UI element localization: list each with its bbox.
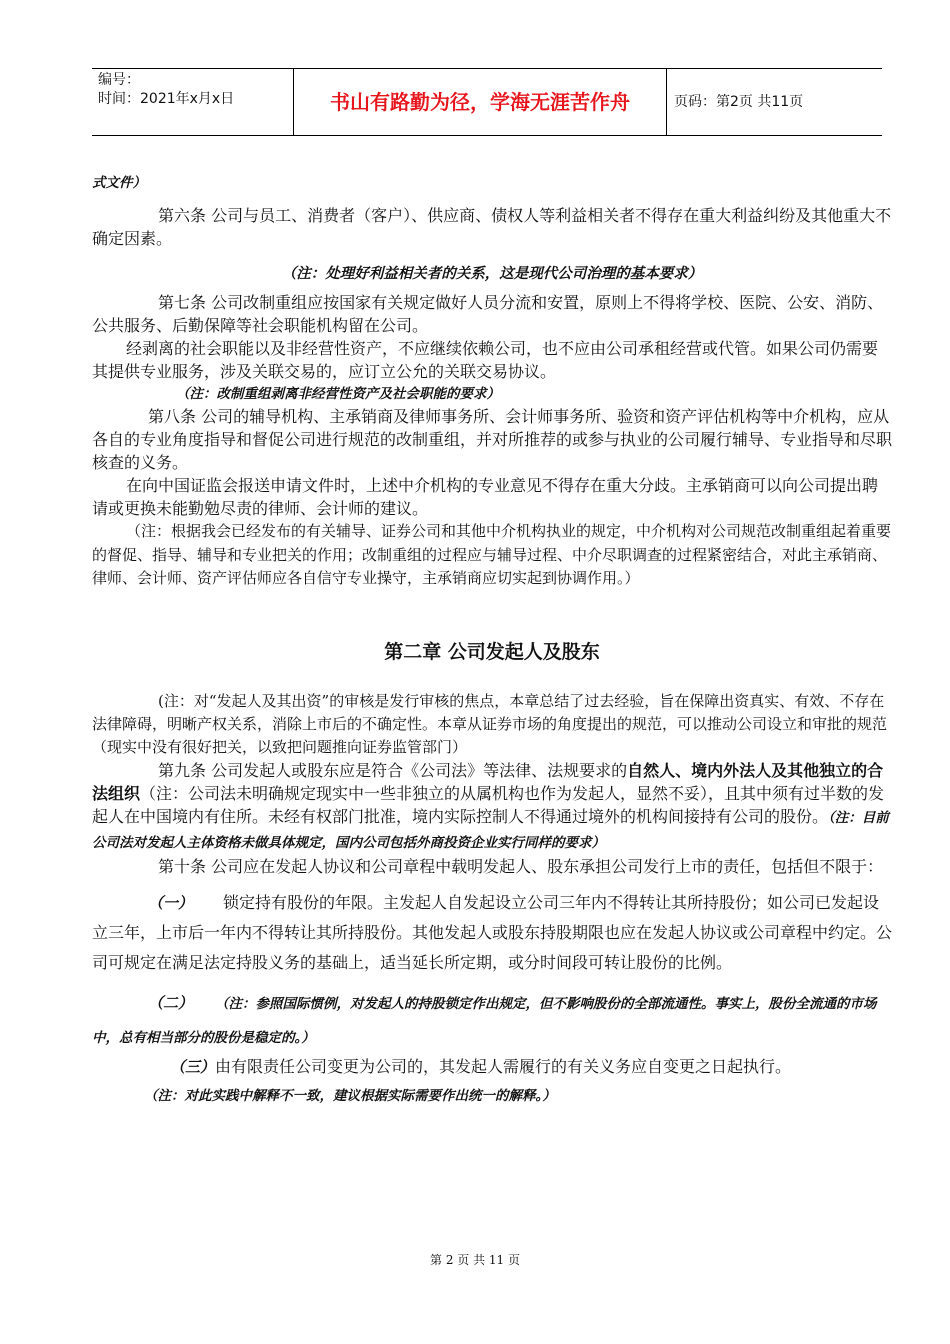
- page-footer: 第 2 页 共 11 页: [430, 1253, 520, 1267]
- item-1-text: 锁定持有股份的年限。主发起人自发起设立公司三年内不得转让其所持股份；如公司已发起设立三年，上市后一年内不得转让其所持股份。其他发起人或股东持股期限也应在发起人协议或公司章程中约定。公司可规定在满足法定持股义务的基础上，适当延长所定期，或分时间段可转让股份的比例。: [92, 892, 893, 972]
- note-item-3: （注：对此实践中解释不一致，建议根据实际需要作出统一的解释。）: [144, 1087, 556, 1104]
- note-article-8: （注：根据我会已经发布的有关辅导、证券公司和其他中介机构执业的规定，中介机构对公司规范改制重组起着重要的督促、指导、辅导和专业把关的作用；改制重组的过程应与辅导过程、中介尽职调查的过程紧密结合，对此主承销商、律师、会计师、资产评估师应各自信守专业操守，主承销商应切实起到协调作用。）: [92, 522, 892, 587]
- motto: 书山有路勤为径，学海无涯苦作舟: [330, 90, 630, 114]
- article-9: [92, 759, 892, 855]
- item-1: [92, 888, 892, 978]
- note-article-6: （注：处理好利益相关者的关系，这是现代公司治理的基本要求）: [281, 265, 703, 282]
- header-motto-cell: [293, 69, 667, 135]
- header-page-cell: [666, 69, 882, 135]
- item-2: [92, 986, 892, 1055]
- time-label: 时间：2021年x月x日: [98, 91, 235, 107]
- article-8: 第八条 公司的辅导机构、主承销商及律师事务所、会计师事务所、验资和资产评估机构等中介机构，应从各自的专业角度指导和督促公司进行规范的改制重组，并对所推荐的或参与执业的公司履行辅导、专业指导和尽职核查的义务。: [92, 407, 893, 472]
- item-2-note: （注：参照国际惯例，对发起人的持股锁定作出规定，但不影响股份的全部流通性。事实上，股份全流通的市场中，总有相当部分的股份是稳定的。）: [92, 995, 877, 1046]
- document-body: [92, 170, 892, 1107]
- number-label: 编号：: [98, 72, 140, 88]
- page-header: [92, 68, 882, 136]
- article-9-text-b: （注：公司法未明确规定现实中一些非独立的从属机构也作为发起人，显然不妥），且其中须有过半数的发起人在中国境内有住所。未经有权部门批准，境内实际控制人不得通过境外的机构间接持有公司的股份。: [92, 783, 885, 826]
- article-10: 第十条 公司应在发起人协议和公司章程中载明发起人、股东承担公司发行上市的责任，包括但不限于：: [158, 856, 884, 876]
- item-2-marker: （二）: [148, 993, 194, 1012]
- article-9-bold: 自然人、境内外法人及其他独立的合法组织: [92, 760, 884, 803]
- item-1-marker: （一）: [148, 893, 194, 912]
- article-7-cont: 经剥离的社会职能以及非经营性资产，不应继续依赖公司，也不应由公司承租经营或代管。如果公司仍需要其提供专业服务，涉及关联交易的，应订立公允的关联交易协议。: [92, 339, 879, 381]
- page-label: 页码：第2页 共11页: [674, 94, 804, 110]
- article-8-cont: 在向中国证监会报送申请文件时，上述中介机构的专业意见不得存在重大分歧。主承销商可以向公司提出聘请或更换未能勤勉尽责的律师、会计师的建议。: [92, 476, 879, 518]
- article-6: 第六条 公司与员工、消费者（客户）、供应商、债权人等利益相关者不得存在重大利益纠纷及其他重大不确定因素。: [92, 206, 892, 248]
- article-7: 第七条 公司改制重组应按国家有关规定做好人员分流和安置，原则上不得将学校、医院、公安、消防、公共服务、后勤保障等社会职能机构留在公司。: [92, 293, 884, 335]
- paragraph-continuation: 式文件）: [92, 175, 146, 191]
- article-9-text-a: 第九条 公司发起人或股东应是符合《公司法》等法律、法规要求的: [158, 760, 628, 780]
- chapter-note: (注：对“发起人及其出资”的审核是发行审核的焦点，本章总结了过去经验，旨在保障出资真实、有效、不存在法律障碍，明晰产权关系，消除上市后的不确定性。本章从证券市场的角度提出的规范，可以推动公司设立和审批的规范（现实中没有很好把关，以致把问题推向证券监管部门）: [92, 691, 888, 756]
- item-3-text: 由有限责任公司变更为公司的，其发起人需履行的有关义务应自变更之日起执行。: [215, 1056, 792, 1076]
- item-3: [92, 1055, 892, 1079]
- header-meta: [92, 69, 292, 135]
- chapter-title: 第二章 公司发起人及股东: [384, 640, 600, 663]
- article-9-note: （注：目前公司法对发起人主体资格未做具体规定，国内公司包括外商投资企业实行同样的要求）: [92, 809, 889, 851]
- item-3-marker: （三）: [170, 1057, 216, 1076]
- note-article-7: （注：改制重组剥离非经营性资产及社会职能的要求）: [176, 386, 500, 402]
